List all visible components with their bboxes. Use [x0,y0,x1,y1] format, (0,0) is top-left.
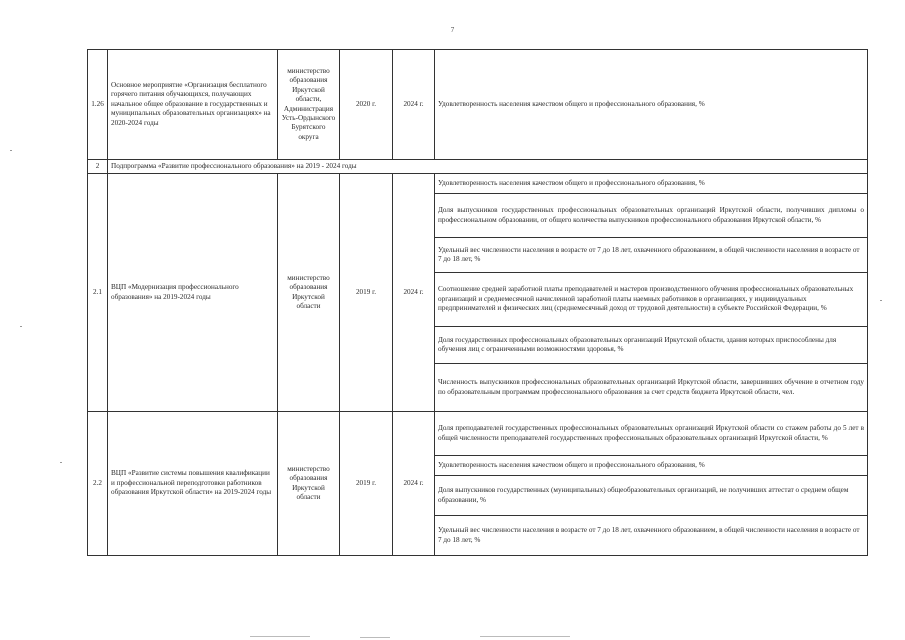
indicator: Удовлетворенность населения качеством общего и профессионального образования, % [435,174,868,194]
start-year: 2019 г. [340,412,393,556]
start-year: 2020 г. [340,50,393,160]
row-number: 2.1 [88,174,108,412]
activity-name: Основное мероприятие «Организация бесплатного горячего питания обучающихся, получающих начальное общее образование в государственных и муниципальных образовательных организациях» на 2020-2024 годы [108,50,278,160]
row-number: 2 [88,160,108,174]
scan-speck [10,150,12,151]
scan-edge-mark [250,636,310,637]
scan-edge-mark [360,637,390,638]
table-row-2-2 [88,412,868,456]
executor: министерство образования Иркутской области, Администрация Усть-Ордынского Бурятского округа [278,50,340,160]
indicator: Соотношение средней заработной платы преподавателей и мастеров производственного обучения профессиональных образовательных организаций и среднемесячной начисленной заработной платы наемных работников в организациях, у индивидуальных предпринимателей и физических лиц (среднемесячный доход от трудовой деятельности) в субъекте Российской Федерации, % [435,273,868,327]
indicator: Доля выпускников государственных (муниципальных) общеобразовательных организаций, не получивших аттестат о среднем общем образовании, % [435,476,868,516]
scan-speck [20,326,22,327]
activity-name: ВЦП «Развитие системы повышения квалификации и профессиональной переподготовки работников образования Иркутской области» на 2019-2024 годы [108,412,278,556]
scan-speck [880,300,882,301]
executor: министерство образования Иркутской области [278,412,340,556]
table-row-2-1 [88,174,868,194]
end-year: 2024 г. [393,50,435,160]
page-number: 7 [450,26,455,34]
table-row-2 [88,160,868,174]
indicator: Доля выпускников государственных профессиональных образовательных организаций Иркутской области, получивших дипломы о профессиональном образовании, от общего количества выпускников профессионального образования Иркутской области, % [435,194,868,238]
program-activities-table [87,49,868,556]
start-year: 2019 г. [340,174,393,412]
scan-edge-mark [480,636,570,637]
activity-name: ВЦП «Модернизация профессионального образования» на 2019-2024 годы [108,174,278,412]
indicator: Доля государственных профессиональных образовательных организаций Иркутской области, здания которых приспособлены для обучения лиц с ограниченными возможностями здоровья, % [435,327,868,364]
scan-speck [60,462,62,463]
subprogram-title: Подпрограмма «Развитие профессионального образования» на 2019 - 2024 годы [108,160,868,174]
row-number: 2.2 [88,412,108,556]
indicator: Удельный вес численности населения в возрасте от 7 до 18 лет, охваченного образованием, в общей численности населения в возрасте от 7 до 18 лет, % [435,238,868,273]
executor: министерство образования Иркутской области [278,174,340,412]
row-number: 1.26 [88,50,108,160]
indicator: Удельный вес численности населения в возрасте от 7 до 18 лет, охваченного образованием, в общей численности населения в возрасте от 7 до 18 лет, % [435,516,868,556]
indicator: Удовлетворенность населения качеством общего и профессионального образования, % [435,456,868,476]
end-year: 2024 г. [393,412,435,556]
table-row-1-26 [88,50,868,160]
indicator: Доля преподавателей государственных профессиональных образовательных организаций Иркутской области со стажем работы до 5 лет в общей численности преподавателей государственных профессиональных образовательных организаций Иркутской области, % [435,412,868,456]
indicator: Численность выпускников профессиональных образовательных организаций Иркутской области, завершивших обучение в отчетном году по образовательным программам профессионального образования за счет средств бюджета Иркутской области, чел. [435,364,868,412]
end-year: 2024 г. [393,174,435,412]
indicator: Удовлетворенность населения качеством общего и профессионального образования, % [435,50,868,160]
